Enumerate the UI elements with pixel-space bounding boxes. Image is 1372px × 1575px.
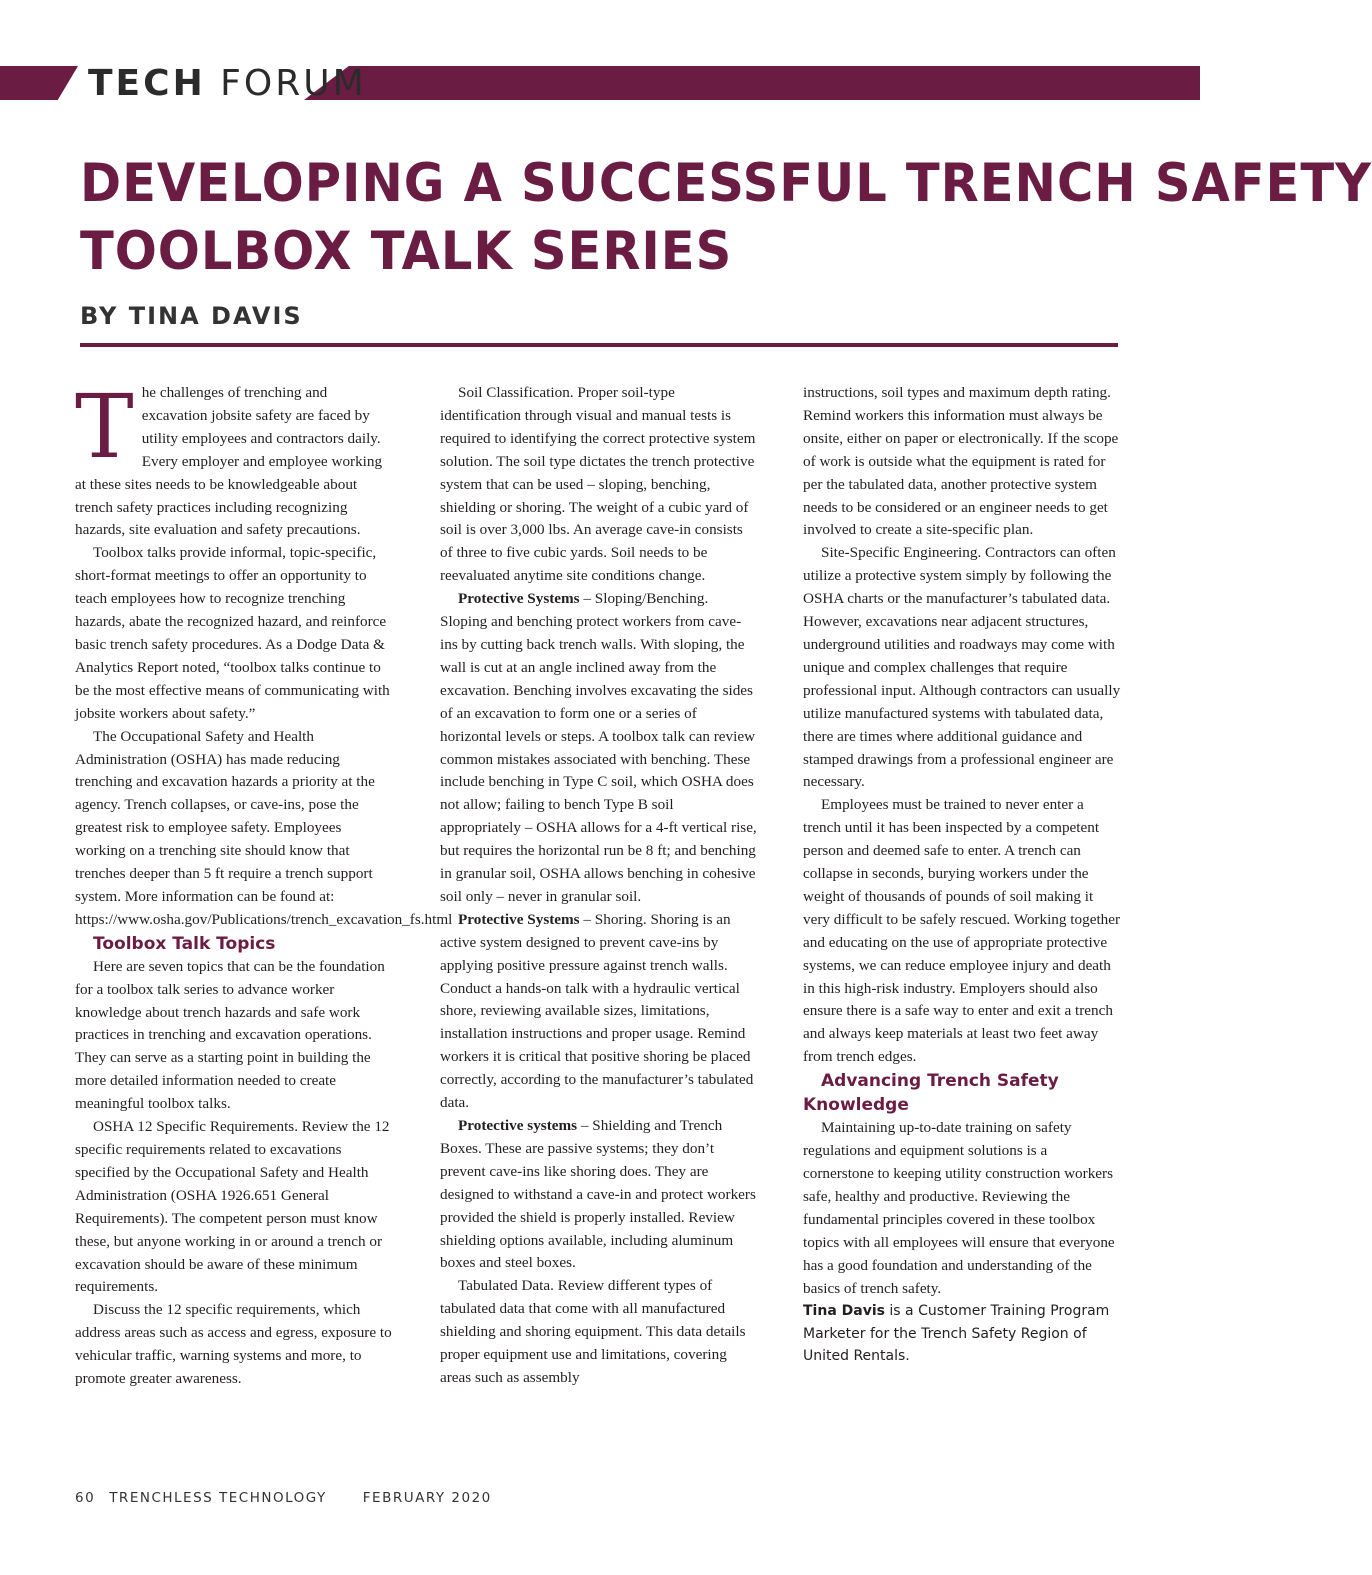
paragraph	[440, 1115, 758, 1275]
issue-date: FEBRUARY 2020	[362, 1490, 492, 1506]
page-footer	[75, 1490, 528, 1506]
page-number: 60	[75, 1490, 96, 1506]
paragraph: Discuss the 12 specific requirements, which address areas such as access and egress, exposure to vehicular traffic, warning systems and more, to promote greater awareness.	[75, 1301, 392, 1388]
column-2	[440, 382, 758, 1390]
paragraph: OSHA 12 Specific Requirements. Review the 12 specific requirements related to excavations specified by the Occupational Safety and Health Administration (OSHA 1926.651 General Requirements). The competent person must know these, but anyone working in or around a trench or excavation should be aware of these minimum requirements.	[75, 1118, 390, 1296]
paragraph: Soil Classification. Proper soil-type identification through visual and manual tests is required to identifying the correct protective system solution. The soil type dictates the trench protective system that can be used – sloping, benching, shielding or shoring. The weight of a cubic yard of soil is over 3,000 lbs. An average cave-in consists of three to five cubic yards. Soil needs to be reevaluated anytime site conditions change.	[440, 384, 756, 585]
paragraph-text: – Shielding and Trench Boxes. These are passive systems; they don’t prevent cave-ins like shoring does. They are designed to withstand a cave-in and protect workers provided the shield is properly installed. Review shielding options available, including aluminum boxes and steel boxes.	[440, 1117, 756, 1272]
paragraph: The Occupational Safety and Health Administration (OSHA) has made reducing trenching and excavation hazards a priority at the agency. Trench collapses, or cave-ins, pose the greatest risk to employee safety. Employees working on a trenching site should know that trenches deeper than 5 ft require a trench support system. More information can be found at: https://www.osha.gov/Publications/trench_excavation_fs.html	[75, 727, 453, 928]
subheading: Toolbox Talk Topics	[93, 933, 276, 954]
paragraph: Maintaining up-to-date training on safety regulations and equipment solutions is a cornerstone to keeping utility construction workers safe, healthy and productive. Reviewing the fundamental principles covered in these toolbox topics with all employees will ensure that everyone has a good foundation and understanding of the basics of trench safety.	[803, 1119, 1115, 1297]
run-in-head: Protective Systems	[458, 590, 580, 608]
paragraph-text: he challenges of trenching and excavation jobsite safety are faced by utility employees and contractors daily. Every employer and employee working at these sites needs to be knowledgeable about trench safety practices including recognizing hazards, site evaluation and safety precautions.	[75, 384, 383, 539]
title-rule	[80, 343, 1118, 347]
publication-name: TRENCHLESS TECHNOLOGY	[109, 1490, 327, 1506]
run-in-head: Protective systems	[458, 1117, 578, 1134]
paragraph: Here are seven topics that can be the foundation for a toolbox talk series to advance worker knowledge about trench hazards and safe work practices in trenching and excavation operations. They can serve as a starting point in building the more detailed information needed to create meaningful toolbox talks.	[75, 957, 385, 1113]
banner-bar-right	[304, 66, 1200, 100]
paragraph: Site-Specific Engineering. Contractors can often utilize a protective system simply by following the OSHA charts or the manufacturer’s tabulated data. However, excavations near adjacent structures, underground utilities and roadways may come with unique and complex challenges that require professional input. Although contractors can usually utilize manufactured systems with tabulated data, there are times where additional guidance and stamped drawings from a professional engineer are necessary.	[803, 544, 1121, 791]
run-in-head: Protective Systems	[458, 910, 580, 928]
author-bio	[803, 1300, 1121, 1368]
article-title	[80, 150, 1372, 286]
banner-bar-left	[0, 66, 78, 100]
section-label	[88, 62, 367, 106]
paragraph-text: – Sloping/Benching. Sloping and benching protect workers from cave-ins by cutting back trench walls. With sloping, the wall is cut at an angle inclined away from the excavation. Benching involves excavating the sides of an excavation to form one or a series of horizontal levels or steps. A toolbox talk can review common mistakes associated with benching. These include benching in Type C soil, which OSHA does not allow; failing to bench Type B soil appropriately – OSHA allows for a 4-ft vertical rise, but requires the horizontal run be 8 ft; and benching in granular soil, OSHA allows benching in cohesive soil only – never in granular soil.	[440, 590, 757, 905]
paragraph: Toolbox talks provide informal, topic-specific, short-format meetings to offer an opportunity to teach employees how to recognize trenching hazards, abate the recognized hazard, and reinforce basic trench safety procedures. As a Dodge Data & Analytics Report noted, “toolbox talks continue to be the most effective means of communicating with jobsite workers about safety.”	[75, 544, 390, 722]
column-3	[803, 382, 1121, 1368]
subheading: Advancing Trench Safety Knowledge	[803, 1071, 1059, 1116]
title-line-2: TOOLBOX TALK SERIES	[80, 221, 733, 282]
column-1	[75, 375, 453, 1391]
paragraph	[440, 588, 758, 909]
paragraph	[75, 375, 393, 542]
author-bio-text: is a Customer Training Program Marketer for the Trench Safety Region of United Rentals.	[803, 1303, 1110, 1365]
section-label-light: FORUM	[220, 63, 367, 104]
drop-cap: T	[75, 375, 134, 478]
paragraph	[440, 909, 758, 1115]
byline: BY TINA DAVIS	[80, 302, 303, 330]
section-label-bold: TECH	[88, 63, 206, 104]
paragraph-text: – Shoring. Shoring is an active system designed to prevent cave-ins by applying positive pressure against trench walls. Conduct a hands-on talk with a hydraulic vertical shore, reviewing available sizes, limitations, installation instructions and proper usage. Remind workers it is critical that positive shoring be placed correctly, according to the manufacturer’s tabulated data.	[440, 910, 754, 1112]
title-line-1: DEVELOPING A SUCCESSFUL TRENCH SAFETY	[80, 153, 1372, 214]
paragraph: Tabulated Data. Review different types of tabulated data that come with all manufactured shielding and shoring equipment. This data details proper equipment use and limitations, covering areas such as assembly	[440, 1277, 746, 1386]
paragraph: instructions, soil types and maximum depth rating. Remind workers this information must always be onsite, either on paper or electronically. If the scope of work is outside what the equipment is rated for per the tabulated data, another protective system needs to be considered or an engineer needs to get involved to create a site-specific plan.	[803, 384, 1119, 539]
author-name: Tina Davis	[803, 1303, 885, 1320]
paragraph: Employees must be trained to never enter a trench until it has been inspected by a competent person and deemed safe to enter. A trench can collapse in seconds, burying workers under the weight of thousands of pounds of soil making it very difficult to be safely rescued. Working together and educating on the use of appropriate protective systems, we can reduce employee injury and death in this high-risk industry. Employers should also ensure there is a safe way to enter and exit a trench and always keep materials at least two feet away from trench edges.	[803, 796, 1121, 1066]
